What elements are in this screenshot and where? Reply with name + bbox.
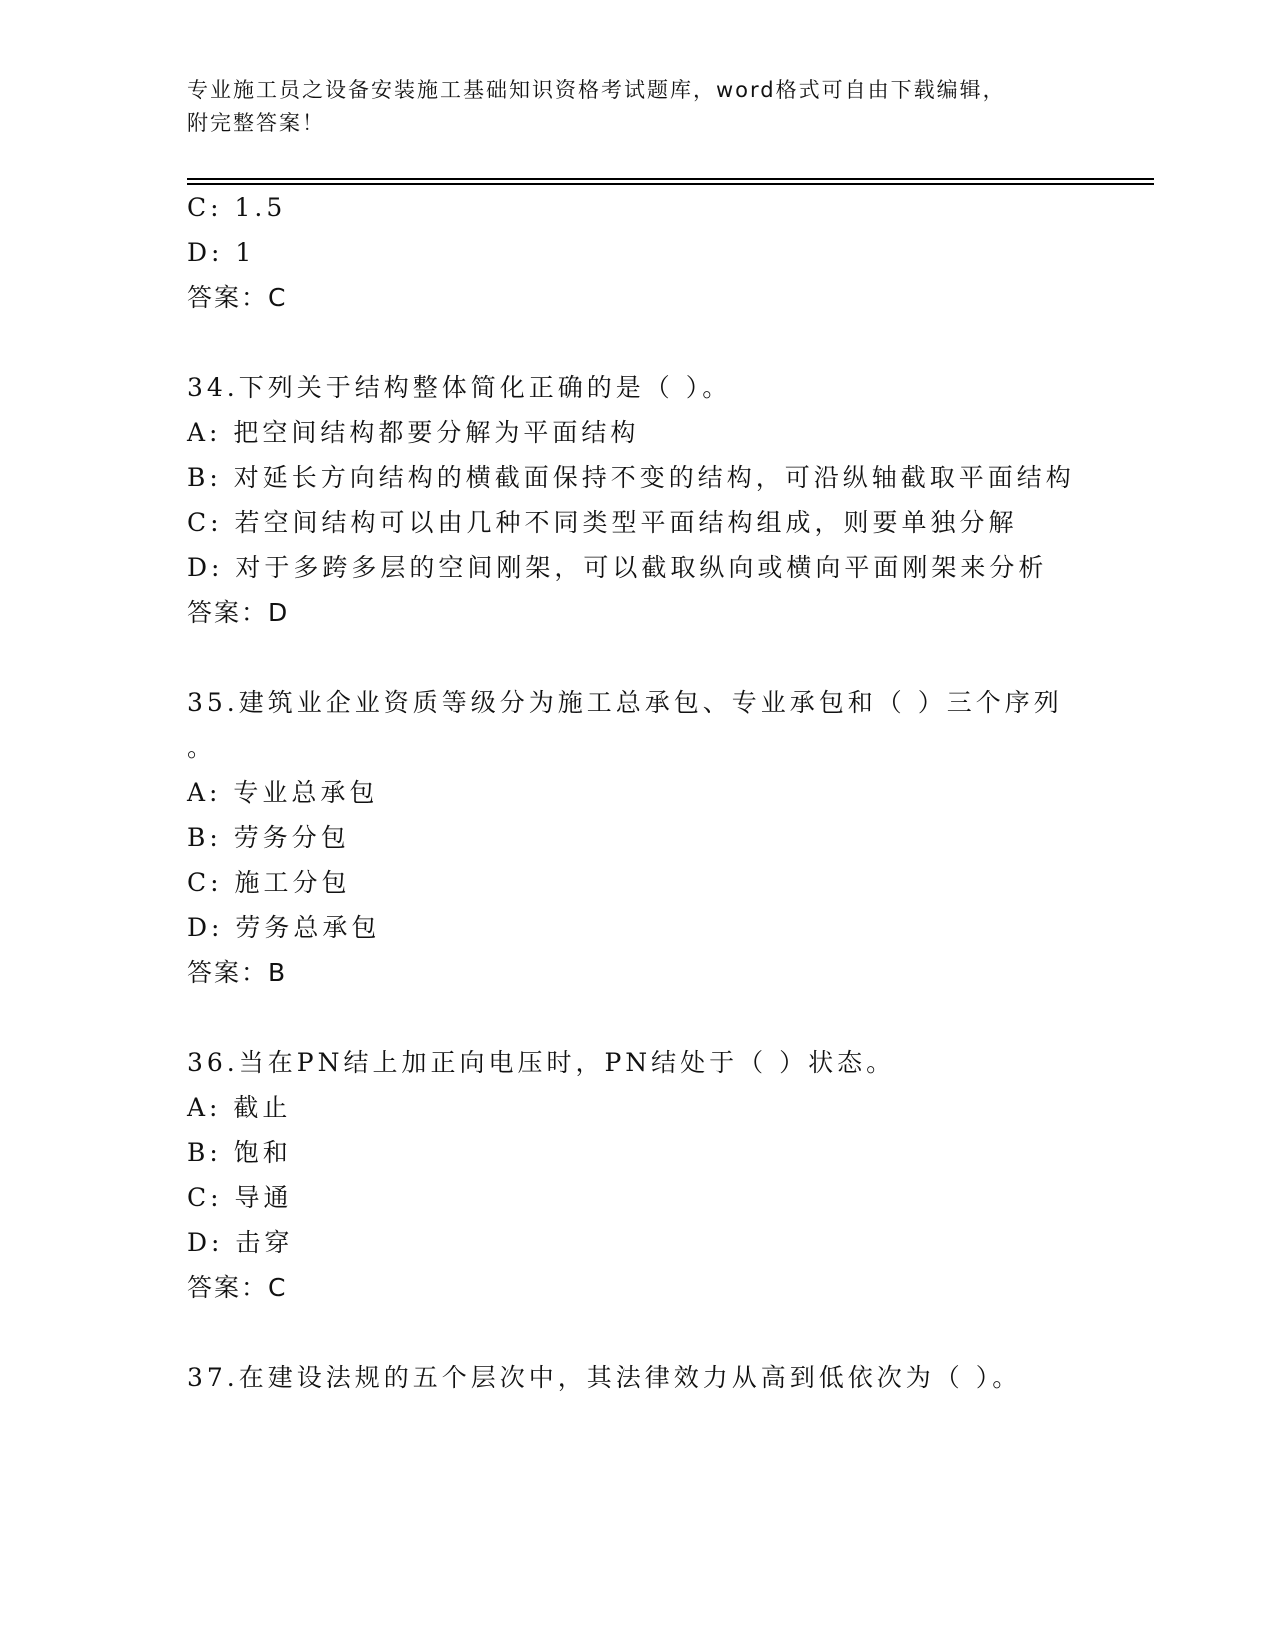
header-line-1: 专业施工员之设备安装施工基础知识资格考试题库，word格式可自由下载编辑， xyxy=(187,78,1006,102)
q34-option-b: B: 对延长方向结构的横截面保持不变的结构，可沿纵轴截取平面结构 xyxy=(187,463,1075,492)
q36-option-d: D: 击穿 xyxy=(187,1228,294,1257)
q34-option-a: A: 把空间结构都要分解为平面结构 xyxy=(187,418,640,447)
q34-option-c: C: 若空间结构可以由几种不同类型平面结构组成，则要单独分解 xyxy=(187,508,1018,537)
header-divider-bottom xyxy=(187,183,1154,185)
q35-answer: 答案：B xyxy=(187,958,288,987)
header-divider-top xyxy=(187,178,1154,180)
q33-option-d: D: 1 xyxy=(187,238,256,267)
q35-stem: 35.建筑业企业资质等级分为施工总承包、专业承包和（ ）三个序列 xyxy=(187,688,1063,717)
q37-stem: 37.在建设法规的五个层次中，其法律效力从高到低依次为（ ）。 xyxy=(187,1363,1022,1392)
q35-option-a: A: 专业总承包 xyxy=(187,778,379,807)
q35-stem-continued: 。 xyxy=(187,733,217,762)
q33-option-c: C: 1.5 xyxy=(187,193,287,222)
q35-option-d: D: 劳务总承包 xyxy=(187,913,381,942)
q36-answer: 答案：C xyxy=(187,1273,288,1302)
q35-option-c: C: 施工分包 xyxy=(187,868,351,897)
q36-option-c: C: 导通 xyxy=(187,1183,293,1212)
document-header xyxy=(187,74,1067,140)
q34-stem: 34.下列关于结构整体简化正确的是（ ）。 xyxy=(187,373,732,402)
q36-option-b: B: 饱和 xyxy=(187,1138,292,1167)
q34-answer: 答案：D xyxy=(187,598,290,627)
q34-option-d: D: 对于多跨多层的空间刚架，可以截取纵向或横向平面刚架来分析 xyxy=(187,553,1048,582)
q33-answer: 答案：C xyxy=(187,283,288,312)
q36-option-a: A: 截止 xyxy=(187,1093,292,1122)
q36-stem: 36.当在PN结上加正向电压时，PN结处于（ ）状态。 xyxy=(187,1048,896,1077)
q35-option-b: B: 劳务分包 xyxy=(187,823,350,852)
header-line-2: 附完整答案！ xyxy=(187,111,325,135)
